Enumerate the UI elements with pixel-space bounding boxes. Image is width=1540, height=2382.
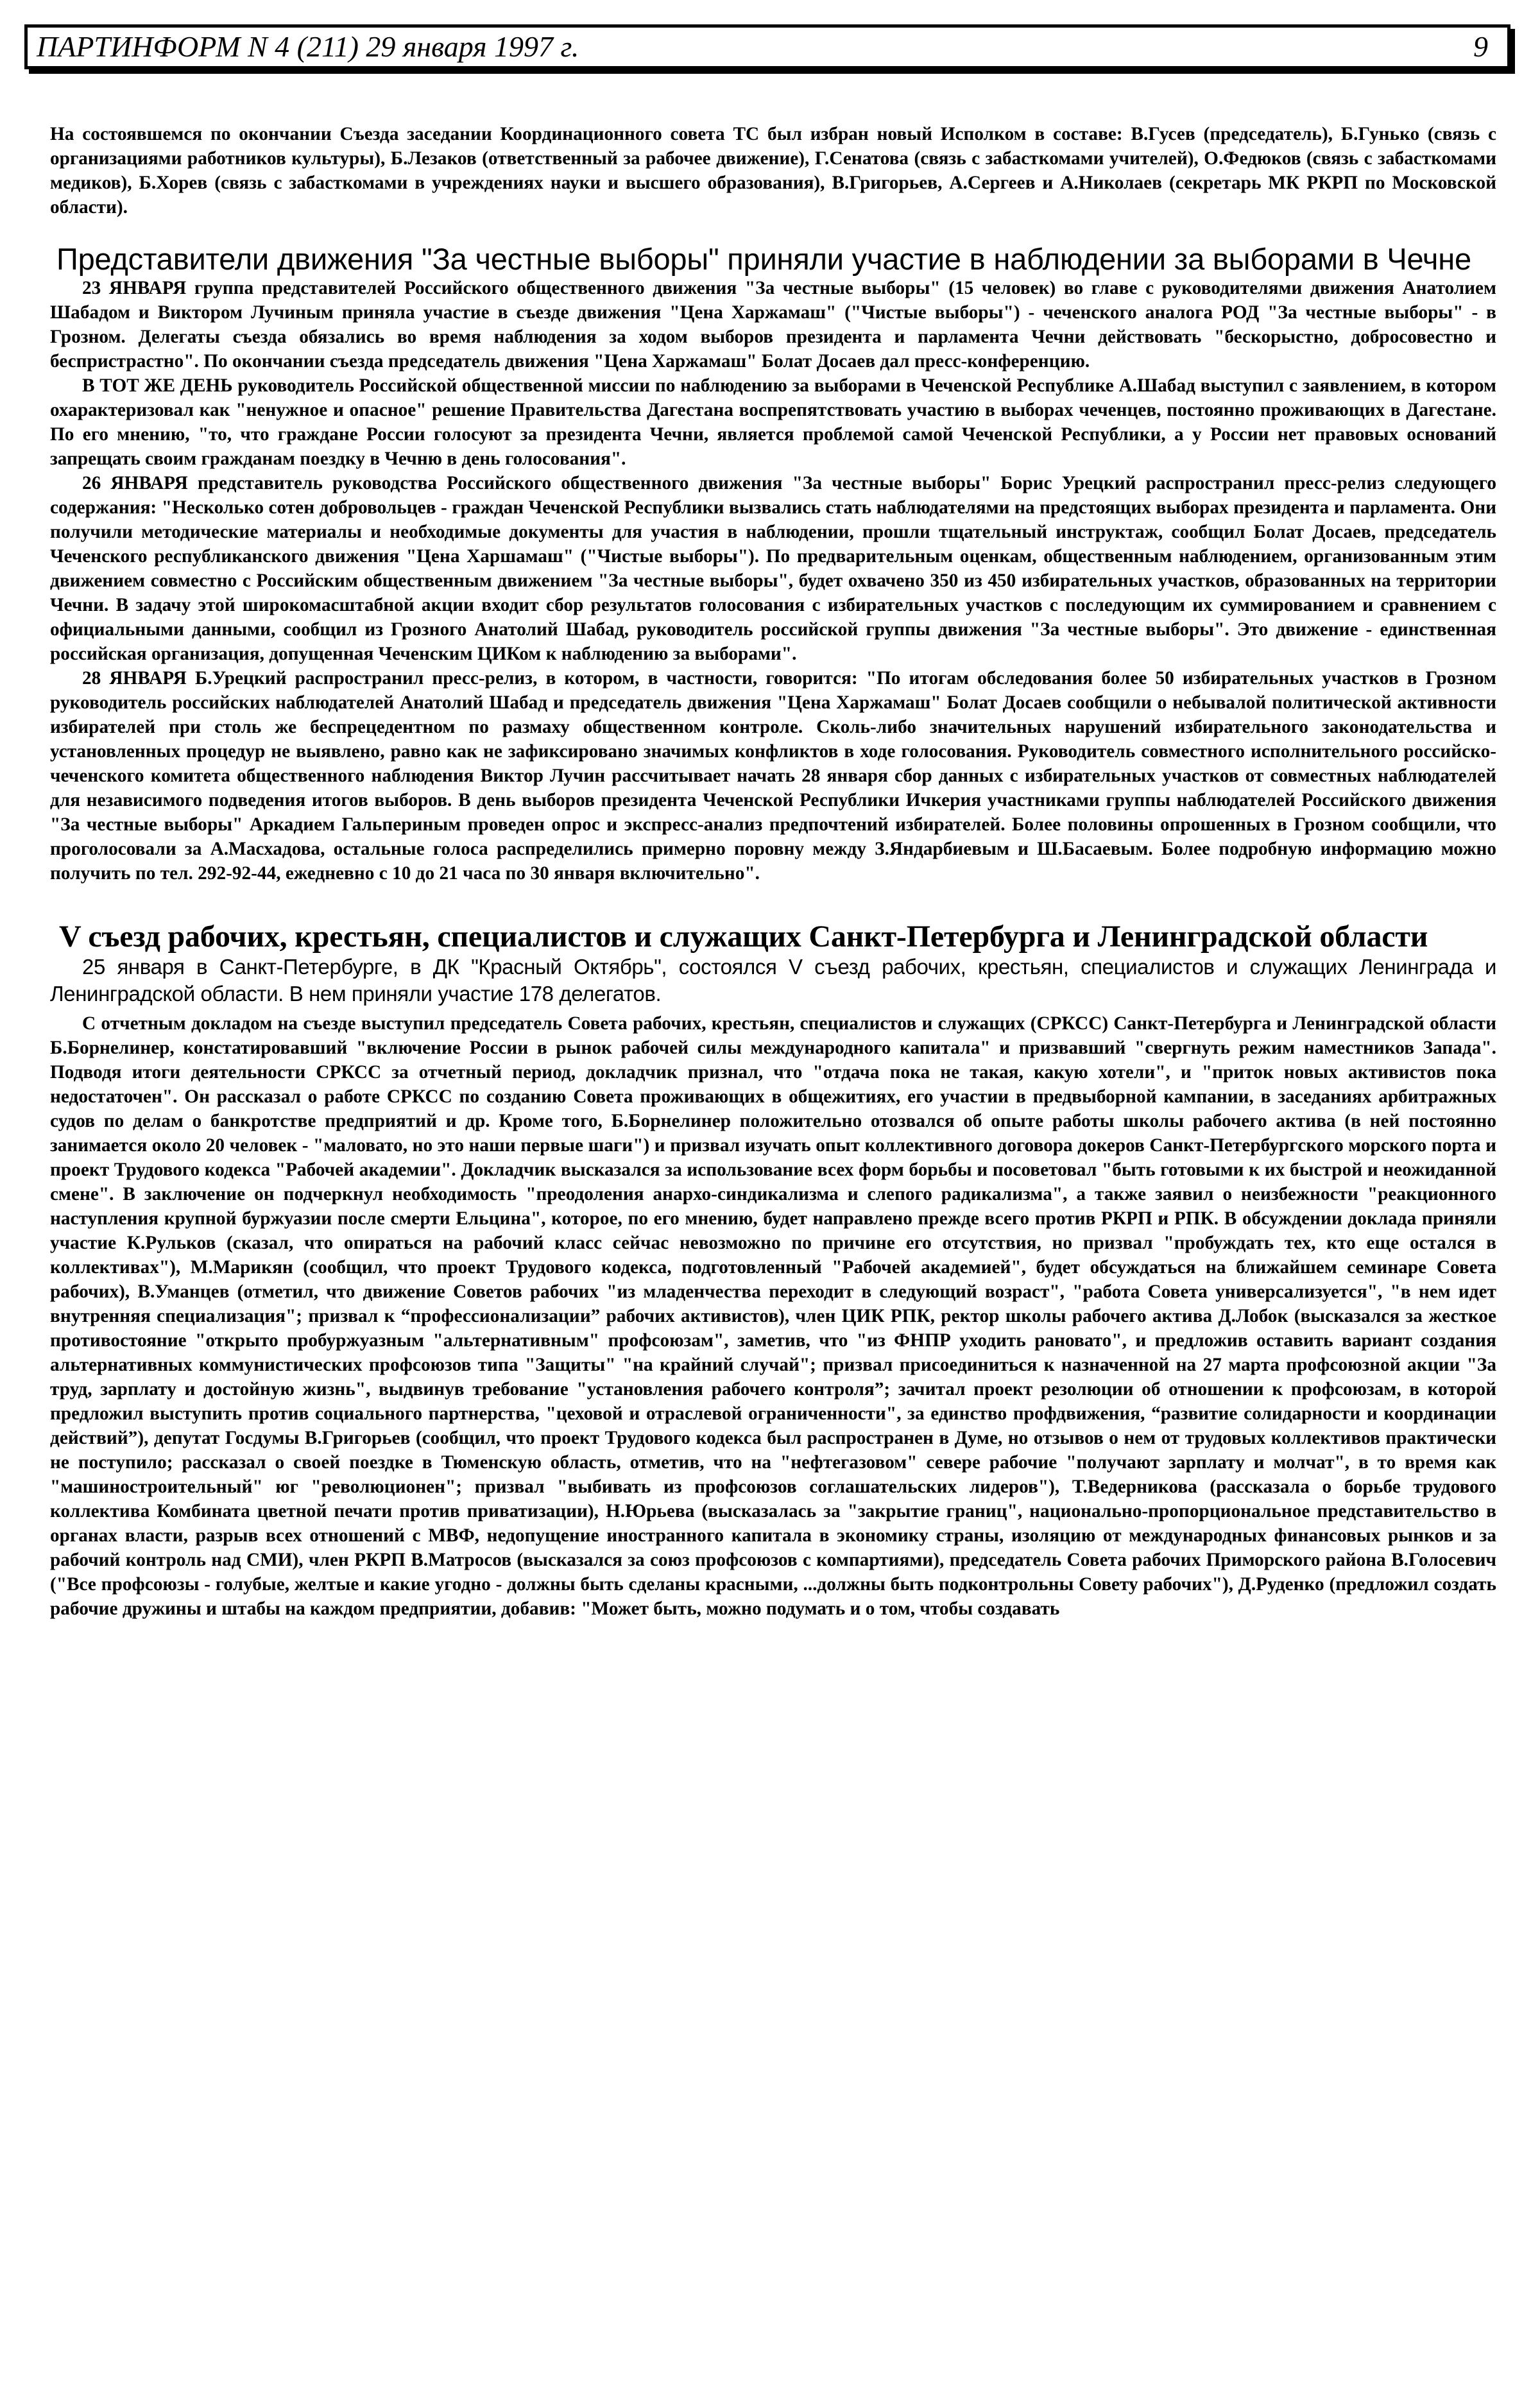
- article-1-paragraph: 26 ЯНВАРЯ представитель руководства Российского общественного движения "За честные выборы" Борис Урецкий распространил пресс-релиз следующего содержания: "Несколько сотен добровольцев - граждан Чеченской Республики вызвались стать наблюдателями на предстоящих выборах президента и парламента. Они получили методические материалы и необходимые документы для участия в наблюдении, прошли тщательный инструктаж, сообщил Болат Досаев, председатель Чеченского республиканского движения "Цена Харшамаш" ("Чистые выборы"). По предварительным оценкам, общественным наблюдением, организованным этим движением совместно с Российским общественным движением "За честные выборы", будет охвачено 350 из 450 избирательных участков, образованных на территории Чечни. В задачу этой широкомасштабной акции входит сбор результатов голосования с избирательных участков с последующим их суммированием и сравнением с официальными данными, сообщил из Грозного Анатолий Шабад, руководитель российской группы движения "За честные выборы". Это движение - единственная российская организация, допущенная Чеченским ЦИКом к наблюдению за выборами".: [50, 473, 1496, 664]
- article-1-paragraph: В ТОТ ЖЕ ДЕНЬ руководитель Российской общественной миссии по наблюдению за выборами в Чеченской Республике А.Шабад выступил с заявлением, в котором охарактеризовал как "ненужное и опасное" решение Правительства Дагестана воспрепятствовать участию в выборах чеченцев, постоянно проживающих в Дагестане. По его мнению, "то, что граждане России голосуют за президента Чечни, является проблемой самой Чеченской Республики, а у России нет правовых оснований запрещать своим гражданам поездку в Чечню в день голосования".: [50, 375, 1496, 469]
- article-2-body: С отчетным докладом на съезде выступил председатель Совета рабочих, крестьян, специалистов и служащих (СРКСС) Санкт-Петербурга и Ленинградской области Б.Борнелинер, констатировавший "включение России в рынок рабочей силы международного капитала" и призвавший "свергнуть режим наместников Запада". Подводя итоги деятельности СРКСС за отчетный период, докладчик признал, что "отдача пока не такая, какую хотели", и "приток новых активистов пока недостаточен". Он рассказал о работе СРКСС по созданию Совета проживающих в общежитиях, его участии в предвыборной кампании, в заседаниях арбитражных судов по делам о банкротстве предприятий и др. Кроме того, Б.Борнелинер положительно отозвался об опыте работы школы рабочего актива (в ней постоянно занимается около 20 человек - "маловато, но это наши первые шаги") и призвал изучать опыт коллективного договора докеров Санкт-Петербургского морского порта и проект Трудового кодекса "Рабочей академии". Докладчик высказался за использование всех форм борьбы и посоветовал "быть готовыми к их быстрой и неожиданной смене". В заключение он подчеркнул необходимость "преодоления анархо-синдикализма и слепого радикализма", а также заявил о неизбежности "реакционного наступления крупной буржуазии после смерти Ельцина", которое, по его мнению, будет направлено прежде всего против РКРП и РПК. В обсуждении доклада приняли участие К.Рульков (сказал, что опираться на рабочий класс сейчас невозможно по причине его отсутствия, но призвал "пробуждать тех, кто еще остался в коллективах"), М.Марикян (сообщил, что проект Трудового кодекса, подготовленный "Рабочей академией", будет обсуждаться на ближайшем семинаре Совета рабочих), В.Уманцев (отметил, что движение Советов рабочих "из младенчества переходит в следующий возраст", "работа Совета универсализуется", "в нем идет внутренняя специализация"; призвал к “профессионализации” рабочих активистов), член ЦИК РПК, ректор школы рабочего актива Д.Лобок (высказался за жесткое противостояние "открыто пробуржуазным "альтернативным" профсоюзам", заметив, что "из ФНПР уходить рановато", и предложив оставить вариант создания альтернативных коммунистических профсоюзов типа "Защиты" "на крайний случай"; призвал присоединиться к назначенной на 27 марта профсоюзной акции "За труд, зарплату и достойную жизнь", выдвинув требование "установления рабочего контроля”; зачитал проект резолюции об отношении к профсоюзам, в которой предложил выступить против социального партнерства, "цеховой и отраслевой ограниченности", за единство профдвижения, “развитие солидарности и координации действий”), депутат Госдумы В.Григорьев (сообщил, что проект Трудового кодекса был распространен в Думе, но отзывов о нем от трудовых коллективов практически не поступило; рассказал о своей поездке в Тюменскую область, отметив, что на "нефтегазовом" севере рабочие "получают зарплату и молчат", в то время как "машиностроительный" юг "революционен"; призвал "выбивать из профсоюзов соглашательских лидеров"), Т.Ведерникова (рассказала о борьбе трудового коллектива Комбината цветной печати против приватизации), Н.Юрьева (высказалась за "закрытие границ", национально-пропорциональное представительство в органах власти, разрыв всех отношений с МВФ, недопущение иностранного капитала в экономику страны, изоляцию от международных финансовых рынков и за рабочий контроль над СМИ), член РКРП В.Матросов (высказался за союз профсоюзов с компартиями), председатель Совета рабочих Приморского района В.Голосевич ("Все профсоюзы - голубые, желтые и какие угодно - должны быть сделаны красными, ...должны быть подконтрольны Совету рабочих"), Д.Руденко (предложил создать рабочие дружины и штабы на каждом предприятии, добавив: "Может быть, можно подумать и о том, чтобы создавать: [50, 1013, 1496, 1619]
- article-1-paragraph: 28 ЯНВАРЯ Б.Урецкий распространил пресс-релиз, в котором, в частности, говорится: "По итогам обследования более 50 избирательных участков в Грозном руководитель российских наблюдателей Анатолий Шабад и председатель движения "Цена Харжамаш" Болат Досаев сообщили о небывалой политической активности избирателей при столь же беспрецедентном по размаху общественном контроле. Сколь-либо значительных нарушений избирательного законодательства и установленных процедур не выявлено, равно как не зафиксировано значимых конфликтов в ходе голосования. Руководитель совместного исполнительного российско-чеченского комитета общественного наблюдения Виктор Лучин рассчитывает начать 28 января сбор данных с избирательных участков от совместных наблюдателей для независимого подведения итогов выборов. В день выборов президента Чеченской Республики Ичкерия участниками группы наблюдателей Российского движения "За честные выборы" Аркадием Гальпериным проведен опрос и экспресс-анализ предпочтений избирателей. Более половины опрошенных в Грозном сообщили, что проголосовали за А.Масхадова, остальные голоса распределились примерно поровну между З.Яндарбиевым и Ш.Басаевым. Более подробную информацию можно получить по тел. 292-92-44, ежедневно с 10 до 21 часа по 30 января включительно".: [50, 668, 1496, 884]
- article-1-title: Представители движения "За честные выборы" приняли участие в наблюдении за выборами в Чечне: [56, 242, 1471, 276]
- article-2-lead: 25 января в Санкт-Петербурге, в ДК "Красный Октябрь", состоялся V съезд рабочих, крестьян, специалистов и служащих Ленинграда и Ленинградской области. В нем приняли участие 178 делегатов.: [50, 955, 1496, 1006]
- page-content: [50, 122, 1496, 1621]
- article-2-title: V съезд рабочих, крестьян, специалистов и служащих Санкт-Петербурга и Ленинградской области: [59, 920, 1428, 954]
- page-header: [24, 24, 1510, 69]
- issue-title: ПАРТИНФОРМ N 4 (211) 29 января 1997 г.: [37, 30, 579, 63]
- intro-paragraph: На состоявшемся по окончании Съезда заседании Координационного совета ТС был избран новый Исполком в составе: В.Гусев (председатель), Б.Гунько (связь с организациями работников культуры), Б.Лезаков (ответственный за рабочее движение), Г.Сенатова (связь с забасткомами учителей), О.Федюков (связь с забасткомами медиков), Б.Хорев (связь с забасткомами в учреждениях науки и высшего образования), В.Григорьев, А.Сергеев и А.Николаев (секретарь МК РКРП по Московской области).: [50, 124, 1496, 218]
- page-number: 9: [1473, 30, 1488, 63]
- article-1-paragraph: 23 ЯНВАРЯ группа представителей Российского общественного движения "За честные выборы" (15 человек) во главе с руководителями движения Анатолием Шабадом и Виктором Лучиным приняла участие в съезде движения "Цена Харжамаш" ("Чистые выборы") - чеченского аналога РОД "За честные выборы" - в Грозном. Делегаты съезда обязались во время наблюдения за ходом выборов президента и парламента Чечни действовать "бескорыстно, добросовестно и беспристрастно". По окончании съезда председатель движения "Цена Харжамаш" Болат Досаев дал пресс-конференцию.: [50, 278, 1496, 372]
